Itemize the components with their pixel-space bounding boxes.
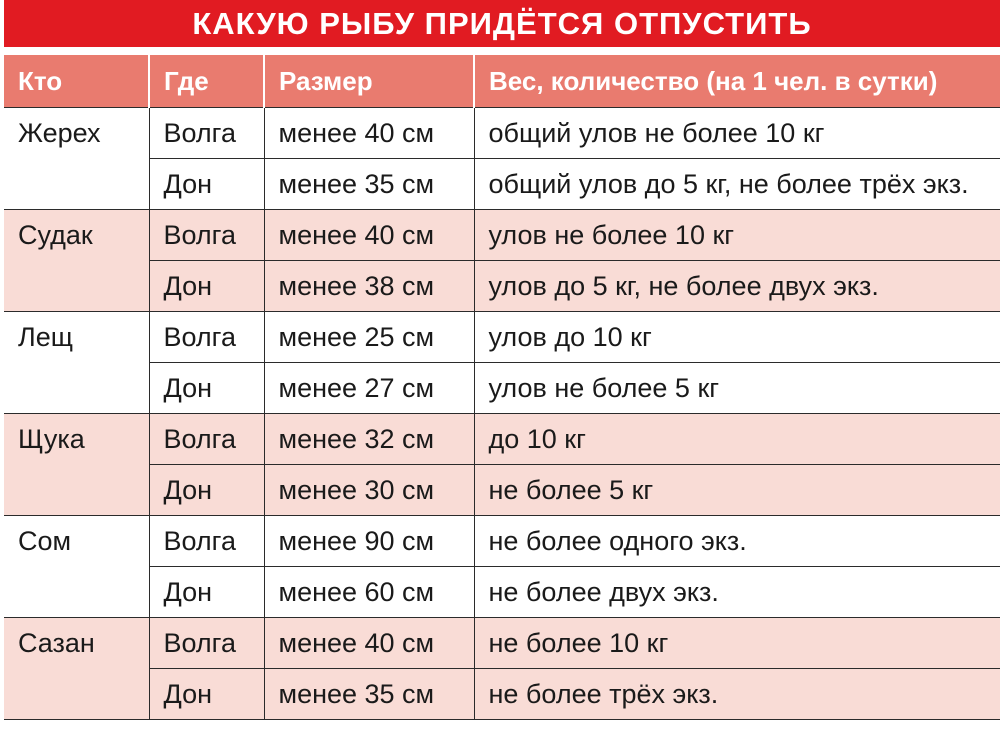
table-row [4, 669, 1000, 720]
fish-name-cell: Щука [4, 414, 149, 516]
size-cell: менее 40 см [264, 618, 474, 669]
table-row [4, 210, 1000, 261]
weight-cell: не более 10 кг [474, 618, 1000, 669]
size-cell: менее 35 см [264, 669, 474, 720]
where-cell: Волга [149, 618, 264, 669]
where-cell: Волга [149, 312, 264, 363]
column-header-weight: Вес, количество (на 1 чел. в сутки) [474, 55, 1000, 108]
where-cell: Дон [149, 159, 264, 210]
weight-cell: не более 5 кг [474, 465, 1000, 516]
where-cell: Дон [149, 567, 264, 618]
size-cell: менее 38 см [264, 261, 474, 312]
where-cell: Волга [149, 108, 264, 159]
page-title: КАКУЮ РЫБУ ПРИДЁТСЯ ОТПУСТИТЬ [4, 0, 1000, 47]
weight-cell: общий улов до 5 кг, не более трёх экз. [474, 159, 1000, 210]
size-cell: менее 25 см [264, 312, 474, 363]
size-cell: менее 27 см [264, 363, 474, 414]
weight-cell: не более одного экз. [474, 516, 1000, 567]
where-cell: Волга [149, 516, 264, 567]
fish-name-cell: Жерех [4, 108, 149, 210]
fish-name-cell: Сазан [4, 618, 149, 720]
table-row [4, 465, 1000, 516]
table-row [4, 108, 1000, 159]
table-row [4, 516, 1000, 567]
weight-cell: до 10 кг [474, 414, 1000, 465]
weight-cell: не более двух экз. [474, 567, 1000, 618]
table-row [4, 618, 1000, 669]
table-row [4, 414, 1000, 465]
size-cell: менее 40 см [264, 210, 474, 261]
fish-name-cell: Судак [4, 210, 149, 312]
weight-cell: улов до 10 кг [474, 312, 1000, 363]
column-header-who: Кто [4, 55, 149, 108]
fish-name-cell: Сом [4, 516, 149, 618]
table-row [4, 261, 1000, 312]
where-cell: Дон [149, 669, 264, 720]
weight-cell: улов не более 10 кг [474, 210, 1000, 261]
table-row [4, 567, 1000, 618]
where-cell: Дон [149, 363, 264, 414]
where-cell: Дон [149, 261, 264, 312]
size-cell: менее 40 см [264, 108, 474, 159]
fish-name-cell: Лещ [4, 312, 149, 414]
size-cell: менее 35 см [264, 159, 474, 210]
where-cell: Волга [149, 414, 264, 465]
table-row [4, 312, 1000, 363]
weight-cell: не более трёх экз. [474, 669, 1000, 720]
size-cell: менее 90 см [264, 516, 474, 567]
weight-cell: улов не более 5 кг [474, 363, 1000, 414]
table-row [4, 159, 1000, 210]
where-cell: Дон [149, 465, 264, 516]
column-header-size: Размер [264, 55, 474, 108]
size-cell: менее 60 см [264, 567, 474, 618]
weight-cell: общий улов не более 10 кг [474, 108, 1000, 159]
column-header-where: Где [149, 55, 264, 108]
where-cell: Волга [149, 210, 264, 261]
table-row [4, 363, 1000, 414]
fish-limits-table [4, 55, 1000, 720]
table-header-row [4, 55, 1000, 108]
size-cell: менее 30 см [264, 465, 474, 516]
size-cell: менее 32 см [264, 414, 474, 465]
weight-cell: улов до 5 кг, не более двух экз. [474, 261, 1000, 312]
